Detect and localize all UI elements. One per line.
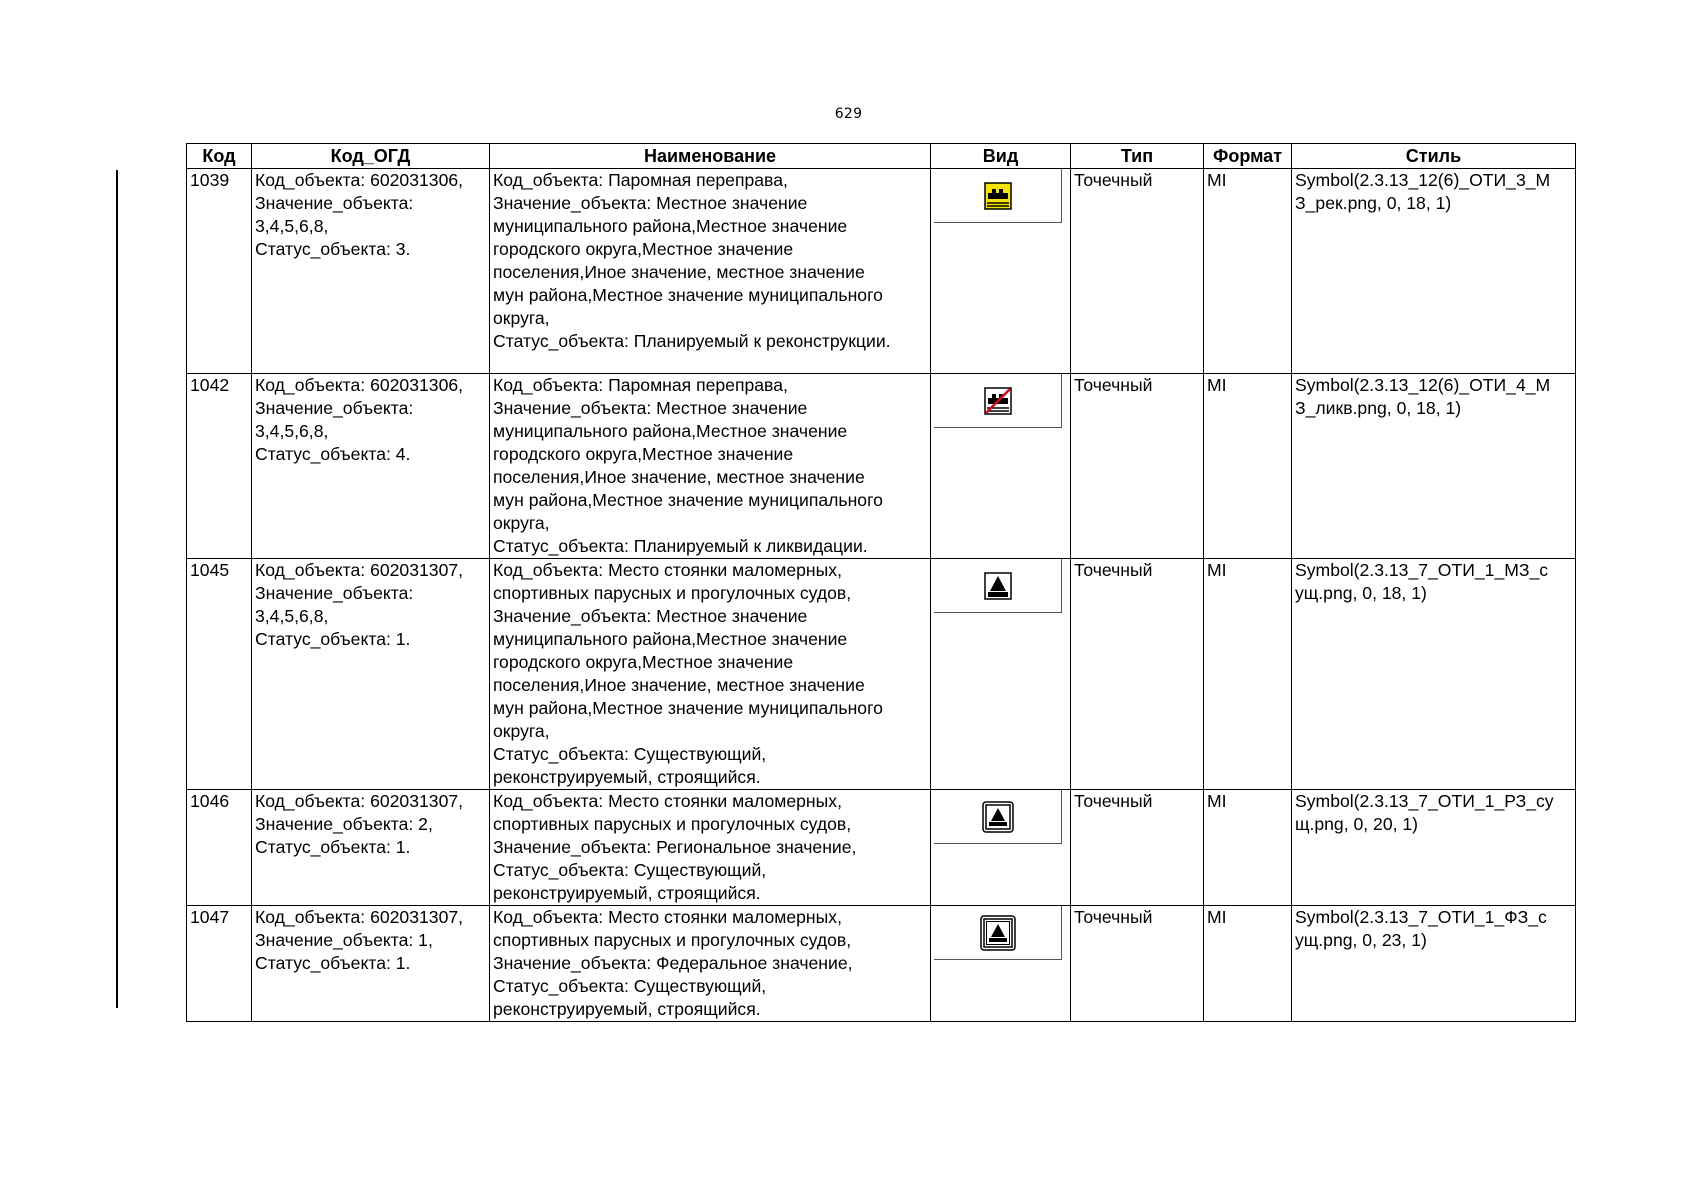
- cell-format: MI: [1204, 559, 1292, 790]
- cell-name: Код_объекта: Место стоянки маломерных, спортивных парусных и прогулочных судов, Значение_объекта: Местное значение муниципального района,Местное значение городского округа,Местное значение поселения,Иное значение, местное значение мун района,Местное значение муниципального округа, Статус_объекта: Существующий, реконструируемый, строящийся.: [490, 559, 931, 790]
- ferry-liquidation-icon: [984, 387, 1012, 415]
- header-format: Формат: [1204, 144, 1292, 169]
- cell-type: Точечный: [1071, 559, 1204, 790]
- cell-view: [931, 559, 1071, 790]
- cell-format: MI: [1204, 169, 1292, 374]
- table-row: [187, 906, 1576, 1022]
- cell-format: MI: [1204, 374, 1292, 559]
- cell-type: Точечный: [1071, 169, 1204, 374]
- cell-style: Symbol(2.3.13_12(6)_ОТИ_3_М З_рек.png, 0, 18, 1): [1292, 169, 1576, 374]
- table-row: [187, 169, 1576, 374]
- margin-revision-bar: [116, 170, 118, 1008]
- cell-name: Код_объекта: Паромная переправа, Значение_объекта: Местное значение муниципального района,Местное значение городского округа,Местное значение поселения,Иное значение, местное значение мун района,Местное значение муниципального округа, Статус_объекта: Планируемый к реконструкции.: [490, 169, 931, 374]
- cell-view: [931, 790, 1071, 906]
- page-number: 629: [834, 106, 863, 122]
- cell-ogd: Код_объекта: 602031307, Значение_объекта: 1, Статус_объекта: 1.: [252, 906, 490, 1022]
- cell-format: MI: [1204, 906, 1292, 1022]
- boat-parking-federal-icon: [980, 915, 1016, 951]
- cell-ogd: Код_объекта: 602031307, Значение_объекта: 3,4,5,6,8, Статус_объекта: 1.: [252, 559, 490, 790]
- cell-type: Точечный: [1071, 374, 1204, 559]
- cell-type: Точечный: [1071, 906, 1204, 1022]
- header-name: Наименование: [490, 144, 931, 169]
- cell-type: Точечный: [1071, 790, 1204, 906]
- cell-view: [931, 906, 1071, 1022]
- symbol-table: [186, 143, 1576, 1022]
- ferry-reconstruction-icon: [984, 182, 1012, 210]
- header-view: Вид: [931, 144, 1071, 169]
- cell-style: Symbol(2.3.13_7_ОТИ_1_РЗ_су щ.png, 0, 20, 1): [1292, 790, 1576, 906]
- cell-code: 1039: [187, 169, 252, 374]
- cell-code: 1046: [187, 790, 252, 906]
- cell-view: [931, 374, 1071, 559]
- cell-view: [931, 169, 1071, 374]
- header-row: [187, 144, 1576, 169]
- header-ogd: Код_ОГД: [252, 144, 490, 169]
- table-row: [187, 559, 1576, 790]
- cell-name: Код_объекта: Место стоянки маломерных, спортивных парусных и прогулочных судов, Значение_объекта: Региональное значение, Статус_объекта: Существующий, реконструируемый, строящийся.: [490, 790, 931, 906]
- cell-style: Symbol(2.3.13_12(6)_ОТИ_4_М З_ликв.png, 0, 18, 1): [1292, 374, 1576, 559]
- cell-style: Symbol(2.3.13_7_ОТИ_1_МЗ_с ущ.png, 0, 18, 1): [1292, 559, 1576, 790]
- cell-style: Symbol(2.3.13_7_ОТИ_1_ФЗ_с ущ.png, 0, 23, 1): [1292, 906, 1576, 1022]
- cell-format: MI: [1204, 790, 1292, 906]
- boat-parking-regional-icon: [982, 801, 1014, 833]
- header-style: Стиль: [1292, 144, 1576, 169]
- cell-code: 1042: [187, 374, 252, 559]
- cell-name: Код_объекта: Паромная переправа, Значение_объекта: Местное значение муниципального района,Местное значение городского округа,Местное значение поселения,Иное значение, местное значение мун района,Местное значение муниципального округа, Статус_объекта: Планируемый к ликвидации.: [490, 374, 931, 559]
- boat-parking-local-icon: [984, 572, 1012, 600]
- cell-code: 1047: [187, 906, 252, 1022]
- cell-ogd: Код_объекта: 602031307, Значение_объекта: 2, Статус_объекта: 1.: [252, 790, 490, 906]
- cell-ogd: Код_объекта: 602031306, Значение_объекта: 3,4,5,6,8, Статус_объекта: 3.: [252, 169, 490, 374]
- cell-ogd: Код_объекта: 602031306, Значение_объекта: 3,4,5,6,8, Статус_объекта: 4.: [252, 374, 490, 559]
- cell-name: Код_объекта: Место стоянки маломерных, спортивных парусных и прогулочных судов, Значение_объекта: Федеральное значение, Статус_объекта: Существующий, реконструируемый, строящийся.: [490, 906, 931, 1022]
- cell-code: 1045: [187, 559, 252, 790]
- table-row: [187, 790, 1576, 906]
- header-type: Тип: [1071, 144, 1204, 169]
- table-row: [187, 374, 1576, 559]
- header-code: Код: [187, 144, 252, 169]
